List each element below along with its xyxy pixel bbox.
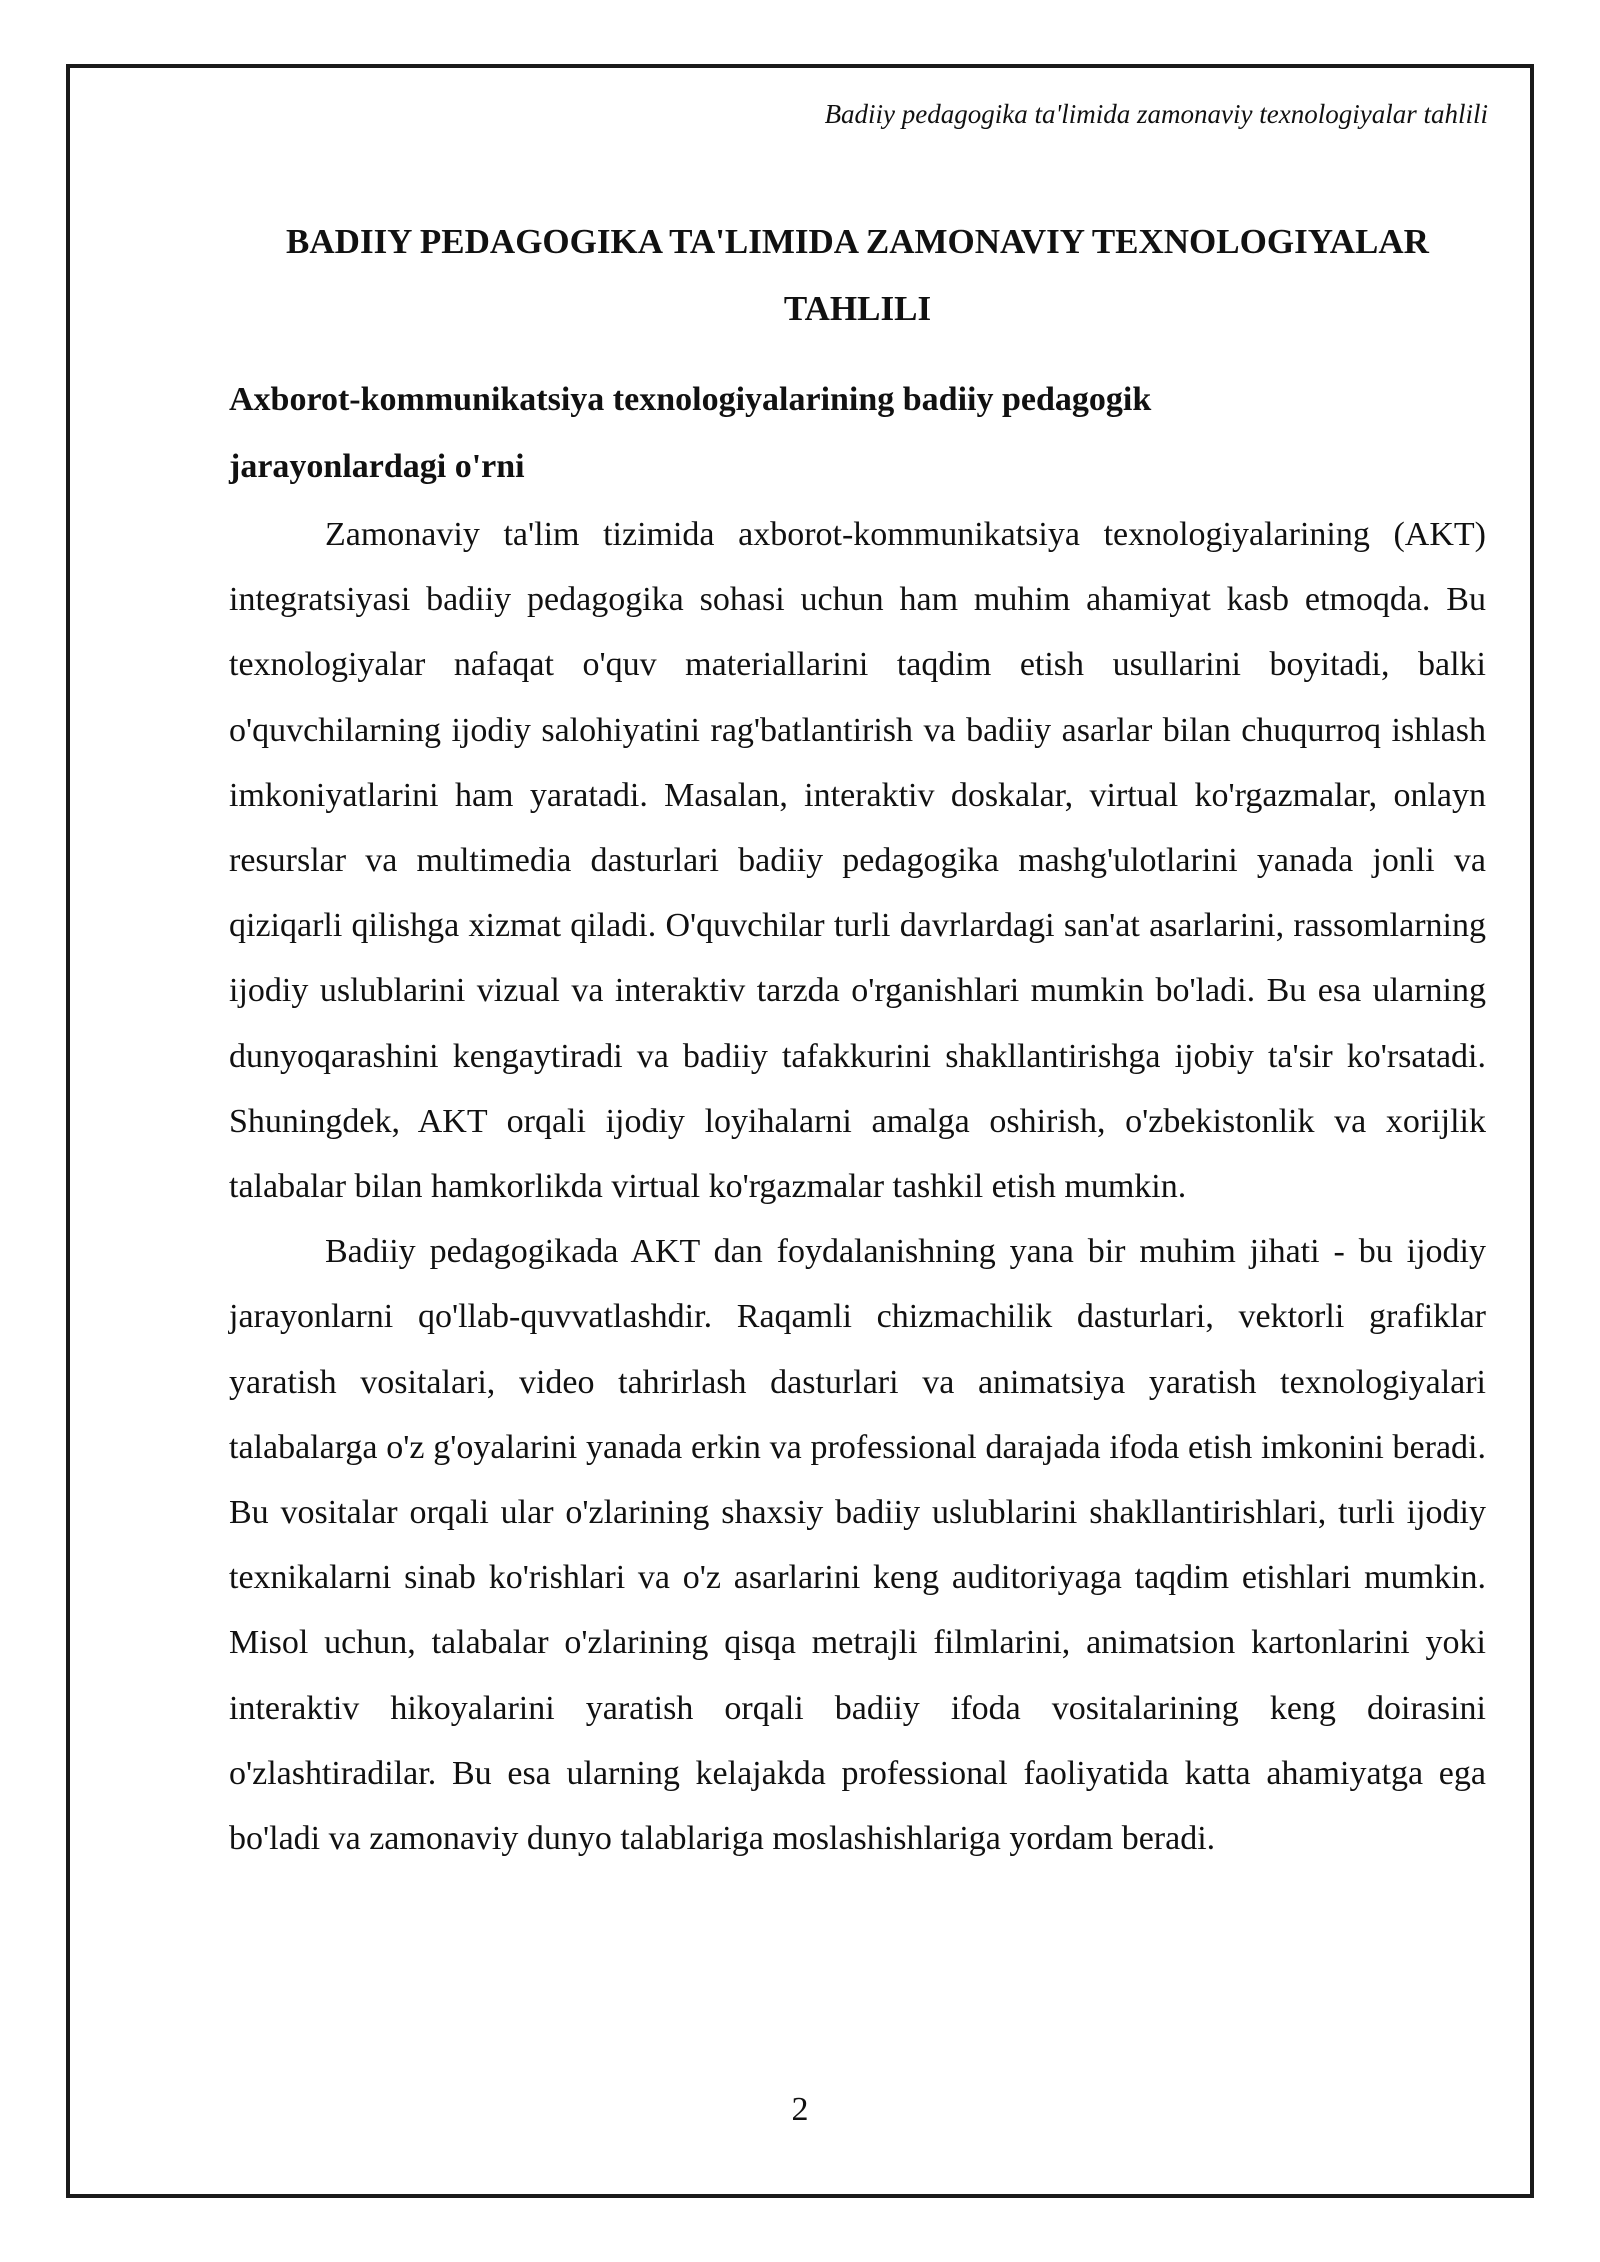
paragraph-1: Zamonaviy ta'lim tizimida axborot-kommunikatsiya texnologiyalarining (AKT) integratsiyasi badiiy pedagogika sohasi uchun ham muhim ahamiyat kasb etmoqda. Bu texnologiyalar nafaqat o'quv materiallarini taqdim etish usullarini boyitadi, balki o'quvchilarning ijodiy salohiyatini rag'batlantirish va badiiy asarlar bilan chuqurroq ishlash imkoniyatlarini ham yaratadi. Masalan, interaktiv doskalar, virtual ko'rgazmalar, onlayn resurslar va multimedia dasturlari badiiy pedagogika mashg'ulotlarini yanada jonli va qiziqarli qilishga xizmat qiladi. O'quvchilar turli davrlardagi san'at asarlarini, rassomlarning ijodiy uslublarini vizual va interaktiv tarzda o'rganishlari mumkin bo'ladi. Bu esa ularning dunyoqarashini kengaytiradi va badiiy tafakkurini shakllantirishga ijobiy ta'sir ko'rsatadi. Shuningdek, AKT orqali ijodiy loyihalarni amalga oshirish, o'zbekistonlik va xorijlik talabalar bilan hamkorlikda virtual ko'rgazmalar tashkil etish mumkin.: [229, 516, 1486, 1206]
document-body: [229, 208, 1486, 1871]
paragraph-2: Badiiy pedagogikada AKT dan foydalanishning yana bir muhim jihati - bu ijodiy jarayonlarni qo'llab-quvvatlashdir. Raqamli chizmachilik dasturlari, vektorli grafiklar yaratish vositalari, video tahrirlash dasturlari va animatsiya yaratish texnologiyalari talabalarga o'z g'oyalarini yanada erkin va professional darajada ifoda etish imkonini beradi. Bu vositalar orqali ular o'zlarining shaxsiy badiiy uslublarini shakllantirishlari, turli ijodiy texnikalarni sinab ko'rishlari va o'z asarlarini keng auditoriyaga taqdim etishlari mumkin. Misol uchun, talabalar o'zlarining qisqa metrajli filmlarini, animatsion kartonlarini yoki interaktiv hikoyalarini yaratish orqali badiiy ifoda vositalarining keng doirasini o'zlashtiradilar. Bu esa ularning kelajakda professional faoliyatida katta ahamiyatga ega bo'ladi va zamonaviy dunyo talablariga moslashishlariga yordam beradi.: [229, 1233, 1486, 1858]
section-heading: Axborot-kommunikatsiya texnologiyalarining badiiy pedagogik jarayonlardagi o'rni: [229, 381, 1152, 485]
running-header: Badiiy pedagogika ta'limida zamonaviy texnologiyalar tahlili: [824, 99, 1488, 129]
document-title: BADIIY PEDAGOGIKA TA'LIMIDA ZAMONAVIY TEXNOLOGIYALAR TAHLILI: [286, 222, 1429, 328]
page-number: 2: [791, 2091, 809, 2128]
